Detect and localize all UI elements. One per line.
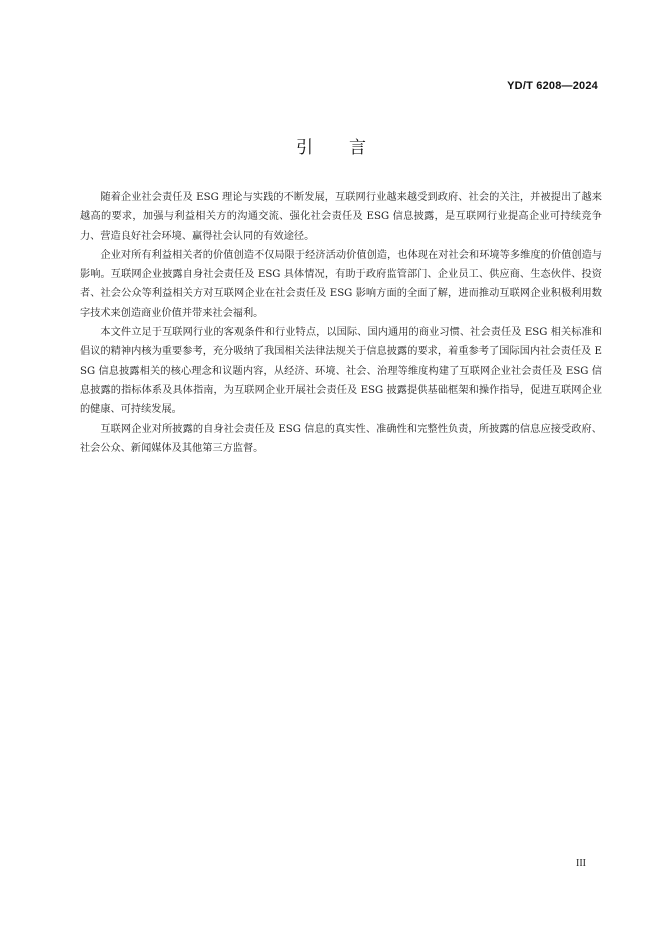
- title-char-2: 言: [349, 138, 366, 158]
- page-number: III: [576, 858, 586, 869]
- section-title: [0, 133, 662, 158]
- document-id: YD/T 6208—2024: [507, 80, 598, 92]
- paragraph-1: 随着企业社会责任及 ESG 理论与实践的不断发展，互联网行业越来越受到政府、社会的关注，并被提出了越来越高的要求，加强与利益相关方的沟通交流、强化社会责任及 ESG 信息披露，是互联网行业提高企业可持续竞争力、营造良好社会环境、赢得社会认同的有效途径。: [80, 192, 602, 242]
- body-text: [80, 188, 602, 458]
- paragraph-4: 互联网企业对所披露的自身社会责任及 ESG 信息的真实性、准确性和完整性负责，所披露的信息应接受政府、社会公众、新闻媒体及其他第三方监督。: [80, 423, 602, 454]
- paragraph-2: 企业对所有利益相关者的价值创造不仅局限于经济活动价值创造，也体现在对社会和环境等多维度的价值创造与影响。互联网企业披露自身社会责任及 ESG 具体情况，有助于政府监管部门、企业员工、供应商、生态伙伴、投资者、社会公众等利益相关方对互联网企业在社会责任及 ESG 影响方面的全面了解，进而推动互联网企业积极利用数字技术来创造商业价值并带来社会福利。: [80, 249, 602, 319]
- paragraph-3: 本文件立足于互联网行业的客观条件和行业特点，以国际、国内通用的商业习惯、社会责任及 ESG 相关标准和倡议的精神内核为重要参考，充分吸纳了我国相关法律法规关于信息披露的要求，着重参考了国际国内社会责任及 ESG 信息披露相关的核心理念和议题内容，从经济、环境、社会、治理等维度构建了互联网企业社会责任及 ESG 信息披露的指标体系及具体指南，为互联网企业开展社会责任及 ESG 披露提供基础框架和操作指导，促进互联网企业的健康、可持续发展。: [80, 327, 602, 416]
- title-char-1: 引: [296, 138, 313, 158]
